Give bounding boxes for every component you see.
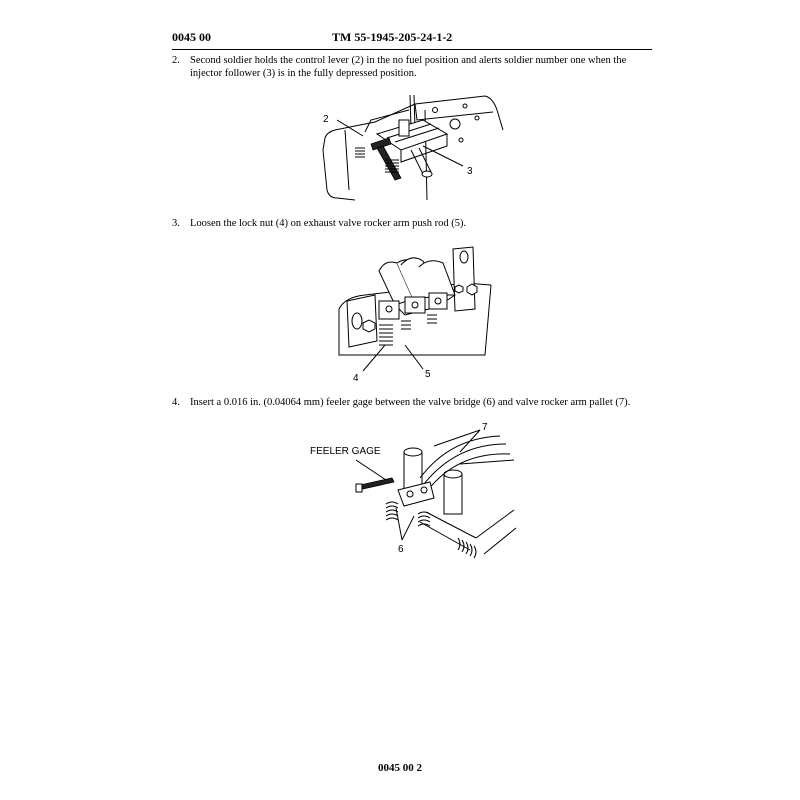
callout-4: 4 bbox=[353, 373, 359, 384]
step-number: 3. bbox=[172, 218, 180, 229]
work-package-number: 0045 00 bbox=[172, 30, 211, 44]
procedure-step-3 bbox=[172, 217, 652, 230]
step-number: 2. bbox=[172, 55, 180, 66]
rocker-arm-illustration bbox=[335, 245, 495, 385]
callout-2: 2 bbox=[323, 114, 329, 125]
callout-7: 7 bbox=[482, 422, 488, 433]
header-divider bbox=[172, 49, 652, 50]
step-text: Loosen the lock nut (4) on exhaust valve rocker arm push rod (5). bbox=[190, 218, 467, 229]
procedure-step-2 bbox=[172, 54, 652, 80]
manual-number: TM 55-1945-205-24-1-2 bbox=[332, 30, 453, 44]
callout-6: 6 bbox=[398, 544, 404, 555]
callout-5: 5 bbox=[425, 369, 431, 380]
control-lever-illustration bbox=[315, 90, 505, 205]
step-text: Second soldier holds the control lever (2) in the no fuel position and alerts soldier number one when the injector follower (3) is in the fully depressed position. bbox=[190, 55, 627, 79]
step-text: Insert a 0.016 in. (0.04064 mm) feeler gage between the valve bridge (6) and valve rocker arm pallet (7). bbox=[190, 397, 631, 408]
feeler-gage-illustration bbox=[300, 418, 520, 578]
feeler-gage-label: FEELER GAGE bbox=[310, 446, 381, 457]
page-number: 0045 00 2 bbox=[378, 762, 422, 774]
callout-3: 3 bbox=[467, 166, 473, 177]
step-number: 4. bbox=[172, 397, 180, 408]
procedure-step-4 bbox=[172, 396, 652, 409]
